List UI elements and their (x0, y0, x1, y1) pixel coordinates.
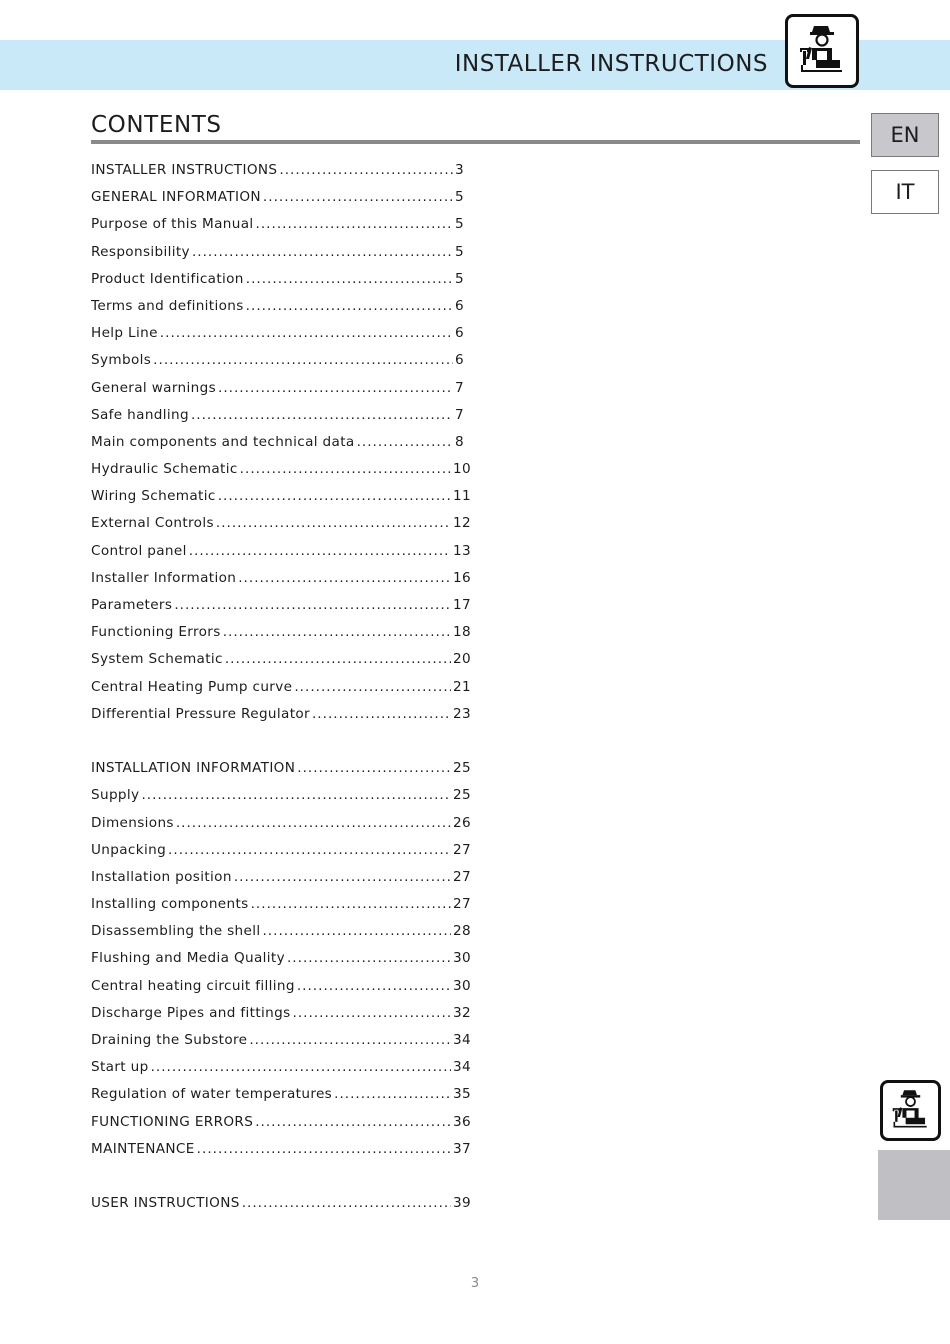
toc-entry[interactable] (91, 461, 471, 488)
toc-group-spacer (91, 733, 471, 760)
toc-entry-page: 5 (455, 189, 464, 206)
toc-entry-label: USER INSTRUCTIONS (91, 1195, 240, 1212)
toc-entry-page: 36 (453, 1113, 471, 1130)
toc-entry[interactable] (91, 162, 471, 189)
toc-entry[interactable] (91, 434, 471, 461)
toc-entry-label: Responsibility (91, 243, 190, 260)
toc-group-spacer (91, 1168, 471, 1195)
toc-dot-leader (251, 896, 451, 912)
installer-technician-icon (880, 1080, 941, 1141)
toc-dot-leader (256, 216, 453, 232)
toc-entry-page: 35 (453, 1086, 471, 1103)
toc-dot-leader (141, 787, 451, 803)
toc-entry-label: Purpose of this Manual (91, 216, 254, 233)
toc-entry-label: Terms and definitions (91, 297, 244, 314)
toc-entry-page: 18 (453, 624, 471, 641)
toc-entry-label: Control panel (91, 542, 187, 559)
toc-entry[interactable] (91, 244, 471, 271)
toc-entry-label: Parameters (91, 597, 173, 613)
toc-entry-label: Discharge Pipes and fittings (91, 1004, 291, 1021)
toc-entry-label: Help Line (91, 325, 158, 342)
toc-dot-leader (297, 760, 451, 776)
toc-entry-label: INSTALLATION INFORMATION (91, 760, 296, 777)
toc-entry-label: Wiring Schematic (91, 488, 216, 505)
toc-dot-leader (153, 352, 453, 368)
toc-entry-label: Draining the Substore (91, 1032, 248, 1048)
toc-entry[interactable] (91, 1032, 471, 1059)
toc-entry[interactable] (91, 1114, 471, 1141)
toc-dot-leader (334, 1086, 451, 1102)
toc-entry-label: Installing components (91, 896, 249, 913)
toc-entry-label: Installation position (91, 868, 232, 885)
toc-entry[interactable] (91, 325, 471, 352)
toc-entry-page: 37 (453, 1140, 471, 1157)
toc-entry[interactable] (91, 597, 471, 624)
toc-dot-leader (192, 244, 453, 260)
toc-dot-leader (240, 461, 451, 477)
toc-entry[interactable] (91, 515, 471, 542)
toc-entry-label: External Controls (91, 515, 214, 532)
toc-dot-leader (225, 651, 451, 667)
toc-dot-leader (249, 1032, 451, 1048)
toc-entry-label: Installer Information (91, 569, 237, 586)
toc-dot-leader (174, 597, 451, 613)
toc-entry[interactable] (91, 298, 471, 325)
toc-dot-leader (357, 434, 453, 450)
toc-entry[interactable] (91, 760, 471, 787)
toc-entry[interactable] (91, 1059, 471, 1086)
toc-entry[interactable] (91, 189, 471, 216)
toc-entry-label: Dimensions (91, 814, 174, 831)
toc-entry-label: FUNCTIONING ERRORS (91, 1113, 254, 1130)
side-section-marker (878, 1150, 950, 1220)
toc-entry-page: 7 (455, 379, 464, 396)
toc-entry-label: Disassembling the shell (91, 923, 261, 940)
toc-entry-page: 32 (453, 1004, 471, 1021)
toc-entry[interactable] (91, 216, 471, 243)
toc-entry-page: 6 (455, 297, 464, 314)
contents-heading: CONTENTS (91, 112, 222, 138)
toc-entry-page: 28 (453, 923, 471, 940)
toc-entry[interactable] (91, 1005, 471, 1032)
toc-entry-page: 30 (453, 977, 471, 994)
toc-entry[interactable] (91, 651, 471, 678)
toc-entry-page: 25 (453, 760, 471, 777)
toc-entry-label: MAINTENANCE (91, 1140, 195, 1157)
toc-entry-page: 11 (453, 488, 471, 505)
toc-entry-page: 13 (453, 542, 471, 559)
toc-dot-leader (218, 380, 453, 396)
toc-entry-page: 23 (453, 705, 471, 722)
toc-dot-leader (242, 1195, 451, 1211)
toc-entry[interactable] (91, 869, 471, 896)
toc-entry-page: 16 (453, 569, 471, 586)
language-tab-label: IT (895, 180, 915, 204)
toc-entry-label: Central Heating Pump curve (91, 678, 293, 695)
toc-dot-leader (223, 624, 451, 640)
toc-entry-label: Central heating circuit filling (91, 977, 295, 994)
toc-dot-leader (294, 679, 451, 695)
toc-entry[interactable] (91, 624, 471, 651)
toc-entry[interactable] (91, 570, 471, 597)
toc-entry-page: 12 (453, 515, 471, 532)
toc-entry-page: 6 (455, 352, 464, 369)
toc-dot-leader (168, 842, 451, 858)
toc-entry-label: Main components and technical data (91, 433, 355, 450)
toc-entry-label: GENERAL INFORMATION (91, 189, 261, 206)
toc-dot-leader (246, 271, 453, 287)
toc-entry-label: Differential Pressure Regulator (91, 705, 310, 722)
toc-dot-leader (279, 162, 453, 178)
toc-dot-leader (216, 515, 451, 531)
language-tab-label: EN (890, 123, 920, 147)
toc-entry-label: Supply (91, 787, 140, 804)
toc-entry-label: INSTALLER INSTRUCTIONS (91, 162, 278, 178)
toc-entry-page: 17 (453, 597, 471, 613)
toc-entry-label: Flushing and Media Quality (91, 950, 285, 967)
toc-entry-page: 30 (453, 950, 471, 967)
toc-dot-leader (287, 950, 451, 966)
toc-dot-leader (297, 978, 451, 994)
toc-entry-label: System Schematic (91, 651, 223, 668)
installer-technician-icon (785, 14, 859, 88)
table-of-contents (91, 162, 471, 1222)
toc-entry-label: Safe handling (91, 406, 189, 423)
toc-dot-leader (151, 1059, 451, 1075)
toc-entry-label: Start up (91, 1059, 149, 1076)
toc-entry-page: 6 (455, 325, 464, 342)
toc-dot-leader (160, 325, 453, 341)
toc-entry-page: 5 (455, 216, 464, 233)
toc-entry[interactable] (91, 1141, 471, 1168)
toc-entry-page: 26 (453, 814, 471, 831)
toc-entry[interactable] (91, 488, 471, 515)
toc-entry-page: 39 (453, 1195, 471, 1212)
toc-entry-label: General warnings (91, 379, 217, 396)
toc-entry[interactable] (91, 407, 471, 434)
toc-dot-leader (218, 488, 451, 504)
toc-dot-leader (176, 815, 451, 831)
toc-entry-page: 21 (453, 678, 471, 695)
toc-dot-leader (312, 706, 451, 722)
toc-entry[interactable] (91, 271, 471, 298)
toc-entry-page: 34 (453, 1059, 471, 1076)
toc-entry-page: 7 (455, 406, 464, 423)
toc-entry-page: 8 (455, 433, 464, 450)
toc-entry[interactable] (91, 352, 471, 379)
toc-dot-leader (255, 1114, 451, 1130)
toc-entry-page: 20 (453, 651, 471, 668)
toc-entry-page: 27 (453, 896, 471, 913)
toc-entry[interactable] (91, 842, 471, 869)
toc-dot-leader (197, 1141, 451, 1157)
toc-entry[interactable] (91, 978, 471, 1005)
toc-entry-page: 25 (453, 787, 471, 804)
toc-dot-leader (262, 923, 451, 939)
toc-entry-page: 5 (455, 270, 464, 287)
toc-dot-leader (246, 298, 453, 314)
toc-entry[interactable] (91, 923, 471, 950)
language-tab-it[interactable] (871, 170, 939, 214)
toc-entry[interactable] (91, 1195, 471, 1222)
toc-dot-leader (191, 407, 453, 423)
toc-entry-page: 5 (455, 243, 464, 260)
toc-entry[interactable] (91, 950, 471, 977)
toc-entry-label: Symbols (91, 352, 152, 369)
language-tab-en[interactable] (871, 113, 939, 157)
toc-entry-page: 10 (453, 461, 471, 478)
contents-underline (91, 140, 860, 144)
toc-entry[interactable] (91, 896, 471, 923)
toc-dot-leader (234, 869, 451, 885)
toc-entry-page: 3 (455, 162, 464, 178)
toc-entry-label: Product Identification (91, 270, 244, 287)
toc-entry[interactable] (91, 380, 471, 407)
toc-entry-page: 27 (453, 868, 471, 885)
toc-entry-page: 34 (453, 1032, 471, 1048)
toc-dot-leader (293, 1005, 451, 1021)
page-number: 3 (470, 1276, 480, 1291)
toc-entry[interactable] (91, 787, 471, 814)
toc-entry-label: Functioning Errors (91, 624, 221, 641)
toc-entry-page: 27 (453, 841, 471, 858)
toc-dot-leader (189, 543, 451, 559)
toc-dot-leader (238, 570, 451, 586)
toc-entry-label: Unpacking (91, 841, 167, 858)
toc-entry[interactable] (91, 815, 471, 842)
page-header-title: INSTALLER INSTRUCTIONS (454, 51, 768, 77)
toc-entry[interactable] (91, 679, 471, 706)
toc-entry[interactable] (91, 706, 471, 733)
toc-entry-label: Regulation of water temperatures (91, 1086, 333, 1103)
toc-dot-leader (263, 189, 453, 205)
toc-entry[interactable] (91, 1086, 471, 1113)
toc-entry[interactable] (91, 543, 471, 570)
toc-entry-label: Hydraulic Schematic (91, 461, 238, 478)
